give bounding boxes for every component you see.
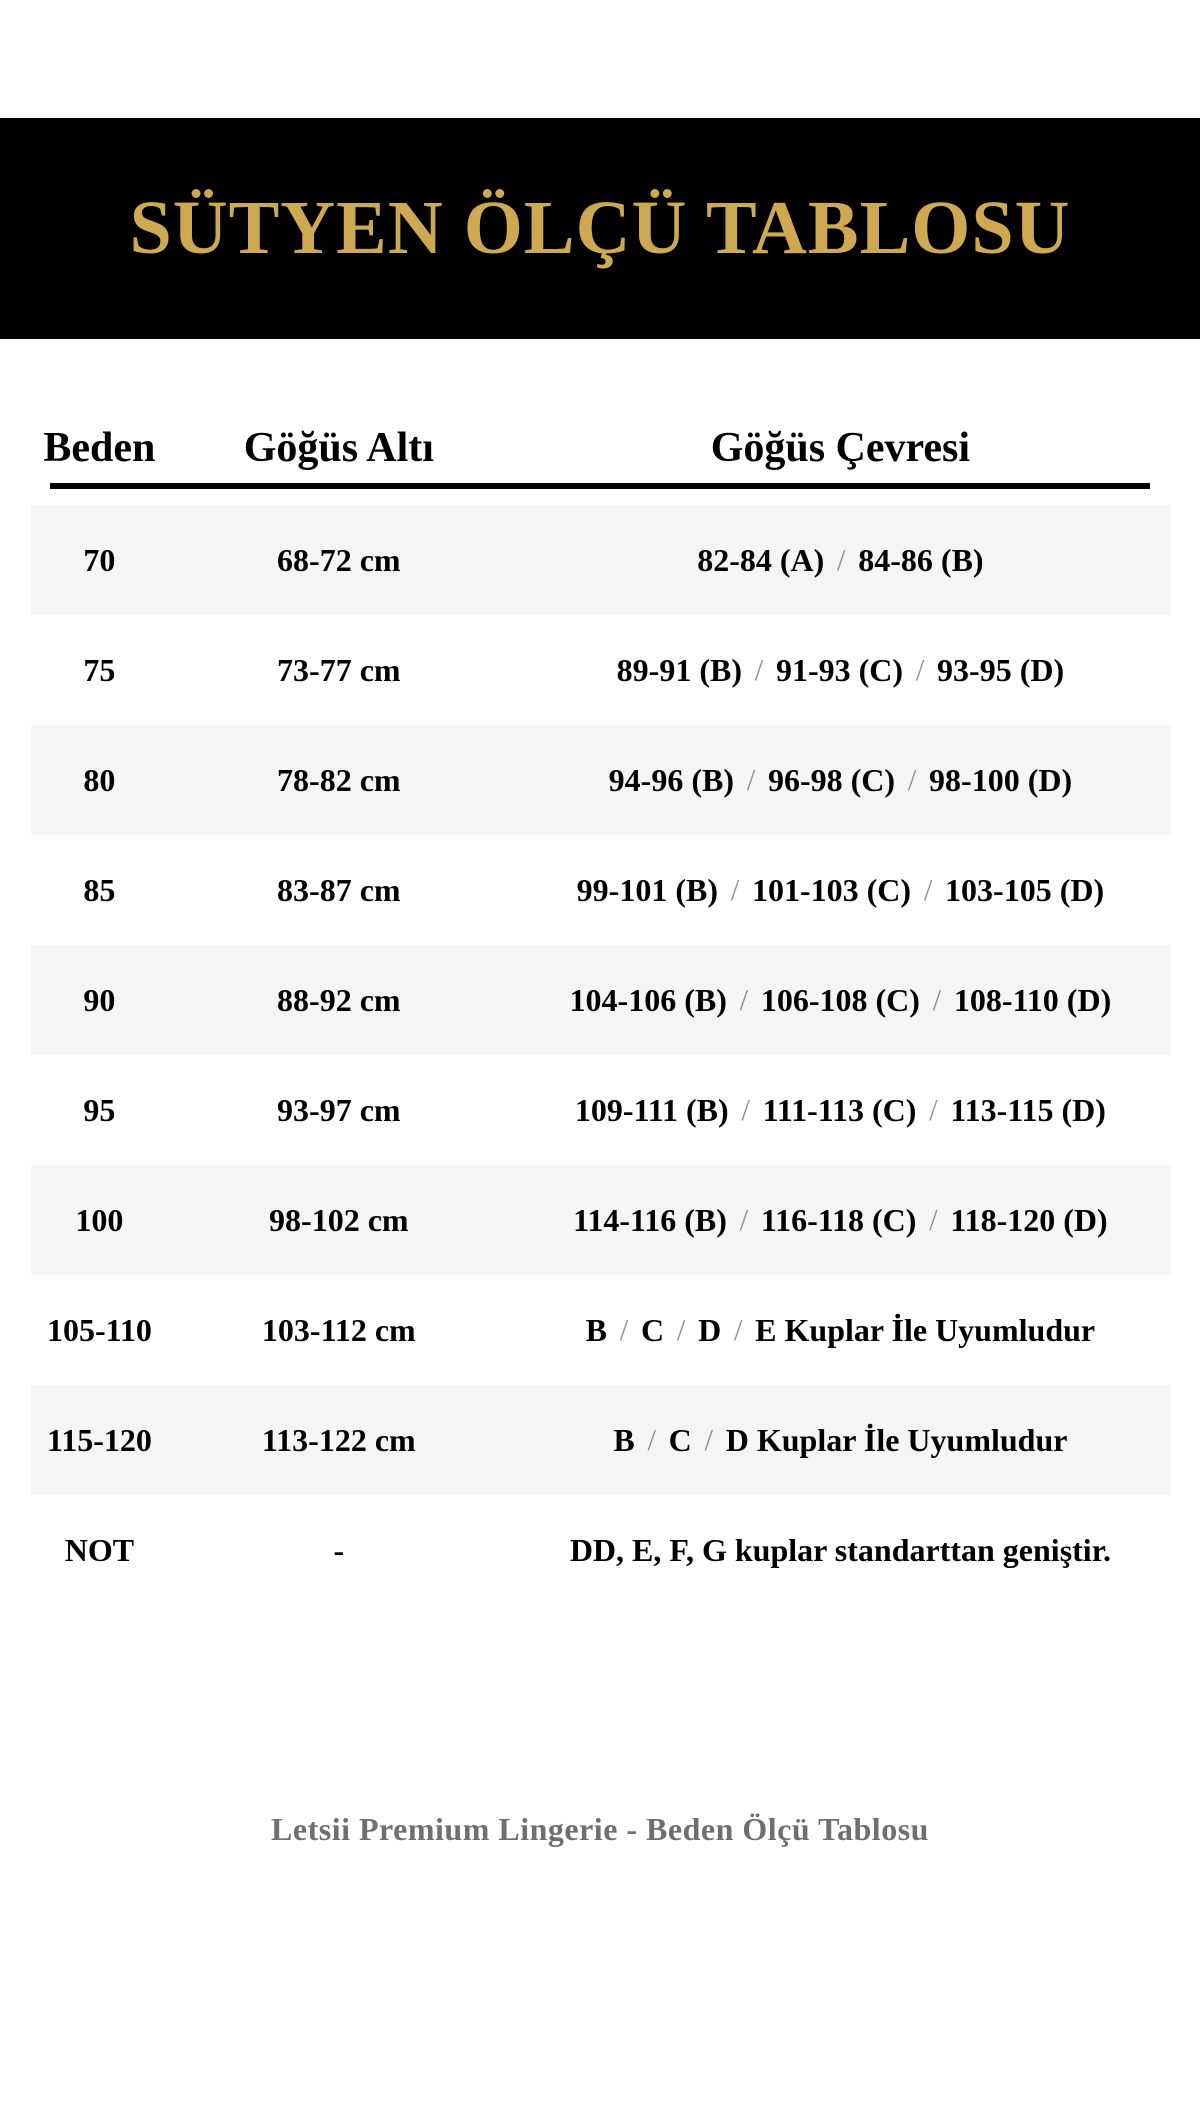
table-row [31,1275,1171,1385]
table-row [31,1055,1171,1165]
table-row [31,835,1171,945]
cell-gogus-alti: 98-102 cm [269,1201,409,1238]
size-table [0,425,1200,1605]
cell-gogus-cevresi: B / C / D / E Kuplar İle Uyumludur [585,1311,1096,1348]
cell-gogus-alti: 73-77 cm [277,651,401,688]
slash-separator: / [733,1312,743,1347]
column-header-gogus-cevresi: Göğüs Çevresi [710,425,971,471]
cell-beden: 95 [83,1091,116,1128]
table-header-row [31,425,1171,471]
cell-beden: 85 [83,871,116,908]
cell-gogus-cevresi: 104-106 (B) / 106-108 (C) / 108-110 (D) [569,981,1112,1018]
table-row [31,945,1171,1055]
table-row [31,1495,1171,1605]
slash-separator: / [730,872,740,907]
cell-gogus-cevresi: 109-111 (B) / 111-113 (C) / 113-115 (D) [574,1091,1106,1128]
cell-gogus-cevresi: 94-96 (B) / 96-98 (C) / 98-100 (D) [608,761,1073,798]
slash-separator: / [907,762,917,797]
slash-separator: / [746,762,756,797]
slash-separator: / [647,1422,656,1457]
size-chart-page [0,118,1200,1848]
slash-separator: / [676,1312,686,1347]
column-header-gogus-alti: Göğüs Altı [243,425,434,471]
header-underline [50,483,1150,489]
cell-gogus-alti: - [333,1531,345,1568]
page-title: SÜTYEN ÖLÇÜ TABLOSU [129,186,1071,270]
slash-separator: / [619,1312,629,1347]
cell-gogus-alti: 83-87 cm [277,871,401,908]
table-row [31,1165,1171,1275]
cell-gogus-cevresi: 114-116 (B) / 116-118 (C) / 118-120 (D) [573,1201,1108,1238]
slash-separator: / [929,1092,938,1127]
cell-beden: 70 [83,541,116,578]
slash-separator: / [915,652,925,687]
table-body [31,505,1171,1605]
title-banner [0,118,1200,339]
cell-beden: 105-110 [46,1311,152,1348]
slash-separator: / [739,1202,749,1237]
cell-gogus-alti: 68-72 cm [277,541,401,578]
cell-gogus-alti: 78-82 cm [277,761,401,798]
slash-separator: / [929,1202,938,1237]
cell-gogus-alti: 113-122 cm [261,1421,416,1458]
slash-separator: / [741,1092,750,1127]
slash-separator: / [837,542,846,577]
table-row [31,1385,1171,1495]
cell-beden: 90 [83,981,116,1018]
cell-beden: 80 [83,761,116,798]
slash-separator: / [754,652,764,687]
slash-separator: / [739,982,749,1017]
cell-gogus-cevresi: 89-91 (B) / 91-93 (C) / 93-95 (D) [616,651,1065,688]
table-row [31,615,1171,725]
footer-text: Letsii Premium Lingerie - Beden Ölçü Tablosu [271,1811,929,1848]
cell-gogus-alti: 103-112 cm [261,1311,416,1348]
table-row [31,725,1171,835]
slash-separator: / [932,982,942,1017]
cell-beden: 115-120 [46,1421,152,1458]
cell-gogus-alti: 93-97 cm [277,1091,401,1128]
cell-beden: 100 [75,1201,124,1238]
cell-beden: NOT [64,1531,135,1568]
footer [0,1811,1200,1848]
cell-beden: 75 [83,651,116,688]
cell-gogus-cevresi: B / C / D Kuplar İle Uyumludur [613,1421,1068,1458]
table-row [31,505,1171,615]
cell-gogus-cevresi: 82-84 (A) / 84-86 (B) [697,541,984,578]
slash-separator: / [704,1422,713,1457]
slash-separator: / [923,872,933,907]
cell-gogus-cevresi: 99-101 (B) / 101-103 (C) / 103-105 (D) [576,871,1105,908]
cell-gogus-cevresi: DD, E, F, G kuplar standarttan geniştir. [569,1531,1111,1568]
cell-gogus-alti: 88-92 cm [277,981,401,1018]
column-header-beden: Beden [43,425,156,471]
